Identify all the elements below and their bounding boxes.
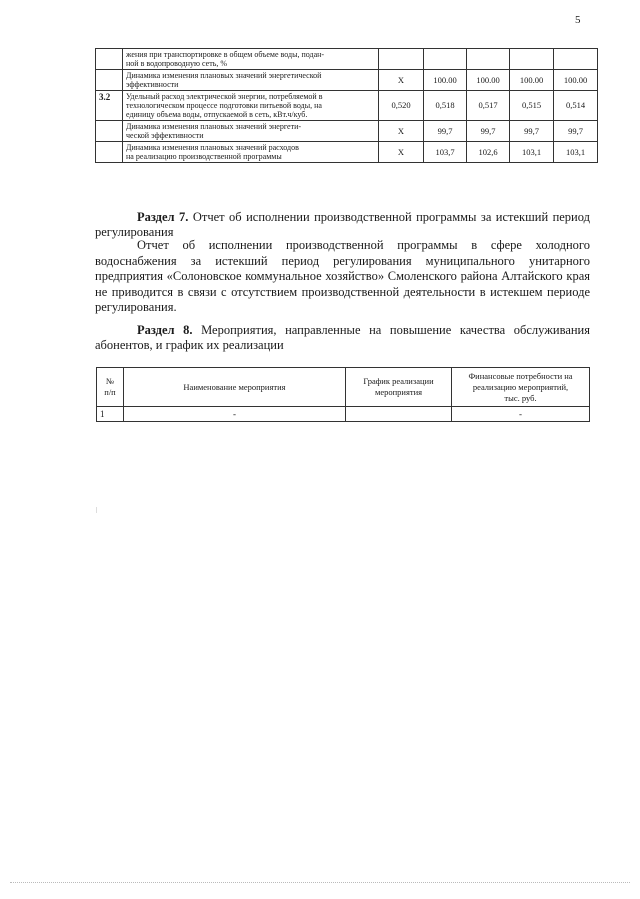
section8-label: Раздел 8. bbox=[137, 323, 193, 337]
indicator-value: 103,7 bbox=[424, 142, 467, 163]
indicator-value: 0,518 bbox=[424, 91, 467, 121]
row-number bbox=[96, 49, 123, 70]
indicator-row bbox=[96, 121, 598, 142]
indicator-row bbox=[96, 70, 598, 91]
indicator-value: 100.00 bbox=[554, 70, 598, 91]
section7-body-text: Отчет об исполнении производственной программы в сфере холодного водоснабжения за истекший период регулирования муниципального унитарного предприятия «Солоновское коммунальное хозяйство» Смоленского района Алтайского края не приводится в связи с отсутствием производственной деятельности в истекшем периоде регулирования. bbox=[95, 238, 590, 314]
row-number bbox=[96, 70, 123, 91]
section8-heading bbox=[95, 323, 590, 353]
indicator-value: Х bbox=[379, 142, 424, 163]
indicator-value: 99,7 bbox=[554, 121, 598, 142]
column-header: № п/п bbox=[97, 368, 124, 407]
indicator-value bbox=[467, 49, 510, 70]
indicator-value: 100.00 bbox=[467, 70, 510, 91]
row-number bbox=[96, 142, 123, 163]
row-number: 3.2 bbox=[96, 91, 123, 121]
indicator-value bbox=[424, 49, 467, 70]
bottom-rule bbox=[10, 882, 630, 883]
indicator-value: 0,515 bbox=[510, 91, 554, 121]
indicators-table bbox=[95, 48, 598, 163]
indicator-value bbox=[379, 49, 424, 70]
table-cell bbox=[346, 407, 452, 422]
table-row bbox=[97, 407, 590, 422]
indicator-value: 102,6 bbox=[467, 142, 510, 163]
indicator-name: Динамика изменения плановых значений расходов на реализацию производственной программы bbox=[123, 142, 379, 163]
column-header: Финансовые потребности на реализацию мероприятий, тыс. руб. bbox=[452, 368, 590, 407]
indicator-value: Х bbox=[379, 70, 424, 91]
indicator-value bbox=[554, 49, 598, 70]
measures-table bbox=[96, 367, 590, 422]
indicator-value: 99,7 bbox=[467, 121, 510, 142]
indicator-name: Динамика изменения плановых значений энергетической эффективности bbox=[123, 70, 379, 91]
scan-mark bbox=[96, 507, 97, 513]
section8-title: Мероприятия, направленные на повышение качества обслуживания абонентов, и график их реализации bbox=[95, 323, 590, 352]
indicator-row bbox=[96, 49, 598, 70]
indicator-value: 100.00 bbox=[424, 70, 467, 91]
section7-heading bbox=[95, 210, 590, 240]
indicator-value bbox=[510, 49, 554, 70]
indicator-name: жения при транспортировке в общем объеме воды, подан- ной в водопроводную сеть, % bbox=[123, 49, 379, 70]
indicator-value: 0,520 bbox=[379, 91, 424, 121]
row-number bbox=[96, 121, 123, 142]
indicator-name: Удельный расход электрической энергии, потребляемой в технологическом процессе подготовки питьевой воды, на единицу объема воды, отпускаемой в сеть, кВт.ч/куб. bbox=[123, 91, 379, 121]
table-cell: - bbox=[124, 407, 346, 422]
page-number: 5 bbox=[575, 14, 581, 26]
column-header: График реализации мероприятия bbox=[346, 368, 452, 407]
indicator-value: 100.00 bbox=[510, 70, 554, 91]
indicator-value: 99,7 bbox=[510, 121, 554, 142]
indicator-value: 0,514 bbox=[554, 91, 598, 121]
indicator-value: 103,1 bbox=[510, 142, 554, 163]
section7-label: Раздел 7. bbox=[137, 210, 189, 224]
indicator-name: Динамика изменения плановых значений энергети- ческой эффективности bbox=[123, 121, 379, 142]
section7-body bbox=[95, 238, 590, 316]
section7-title: Отчет об исполнении производственной программы за истекший период регулирования bbox=[95, 210, 590, 239]
indicator-value: 103,1 bbox=[554, 142, 598, 163]
indicator-row bbox=[96, 91, 598, 121]
indicator-row bbox=[96, 142, 598, 163]
indicator-value: Х bbox=[379, 121, 424, 142]
table-cell: 1 bbox=[97, 407, 124, 422]
indicator-value: 99,7 bbox=[424, 121, 467, 142]
table-cell: - bbox=[452, 407, 590, 422]
indicator-value: 0,517 bbox=[467, 91, 510, 121]
column-header: Наименование мероприятия bbox=[124, 368, 346, 407]
